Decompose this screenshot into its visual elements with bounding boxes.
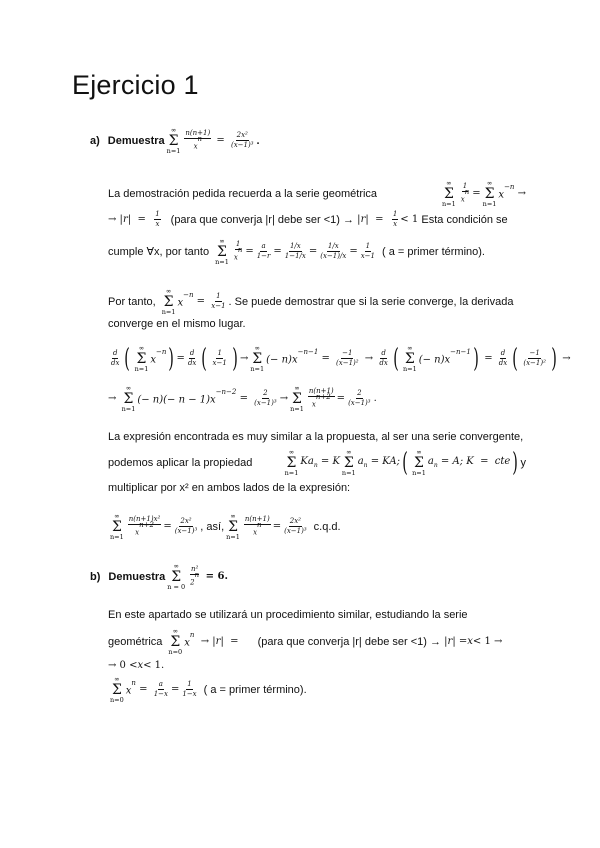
- part-a-heading-text: Demuestra: [107, 134, 165, 147]
- part-b-heading-text: Demuestra: [108, 570, 166, 583]
- part-a-heading: a) Demuestra ∞ Σ n=1 $\frac{n(n+1)}{x^n}$ = $\frac{\text{2x²}}{\text{(x−1)³}}$ .: [90, 126, 260, 155]
- fraction: $\frac{n(n+1)}{x^n}$: [185, 129, 211, 151]
- text: cumple ∀x, por tanto: [108, 246, 210, 258]
- text: Por tanto,: [108, 295, 156, 308]
- part-b-label: b): [90, 570, 101, 583]
- text: (para que converja |r| debe ser <1) →: [170, 213, 354, 226]
- text: geométrica: [108, 635, 163, 648]
- text: Esta condición se: [421, 213, 508, 226]
- text: , así,: [200, 520, 225, 533]
- text: podemos aplicar la propiedad: [108, 456, 253, 469]
- part-a-p3-line3: multiplicar por x² en ambos lados de la expresión:: [108, 482, 351, 494]
- part-a-p1-line1: [108, 180, 526, 207]
- text: La demostración pedida recuerda a la serie geométrica: [108, 187, 378, 200]
- part-b-p1-line1: En este apartado se utilizará un procedimiento similar, estudiando la serie: [108, 609, 468, 621]
- part-a-p2-line2: converge en el mismo lugar.: [108, 318, 246, 330]
- part-b-p1-line2: geométrica ∞ Σ n=0 $x^n$ → | r | = (para que converja |r| debe ser <1) → | r | = x < 1 →: [108, 627, 503, 656]
- derivative-equation-line1: $\frac{d}{dx}$ ( ∞ Σ n=1 $x^{-n}$ ) = $\frac{d}{dx}$ ( $\frac{1}{x-1}$ ) → ∞ Σ n=1 (− $n)x^{-n-1}$ = $\frac{-1}{\text{(x−1)²}}$ → $\frac{d}{dx}$ ( ∞ Σ n=1 (− $n)x^{-n-1}$ ) = $\frac{d}{dx}$ ( $\frac{-1}{\text{(x−1)²}}$ ) →: [111, 343, 571, 374]
- page-title: Ejercicio 1: [72, 70, 199, 100]
- text: . Se puede demostrar que si la serie converge, la derivada: [228, 295, 514, 308]
- part-a-p1-line3: cumple ∀x, por tanto ∞ Σ n=1 $\frac{1}{x^n}$ = $\frac{a}{1-r}$ = $\frac{1/x}{1-1/x}$ = $\frac{1/x}{(x-1)/x}$ = $\frac{1}{x-1}$ ( a = primer término).: [108, 237, 485, 266]
- text: ( a = primer término).: [381, 245, 485, 258]
- text: ( a = primer término).: [203, 683, 307, 696]
- text: c.q.d.: [313, 520, 341, 533]
- text: y: [520, 456, 526, 469]
- part-a-p3-line2: [108, 449, 526, 476]
- derivative-equation-line2: → ∞ Σ n=1 (− $n)(- n - 1)x^{-n-2}$ = $\frac{2}{\text{(x−1)³}}$ → ∞ Σ n=1 $\frac{n(n+1)}{x^{n+2}}$ = $\frac{2}{\text{(x−1)³}}$ .: [108, 384, 377, 413]
- part-a-p3-line1: La expresión encontrada es muy similar a la propuesta, al ser una serie convergente,: [108, 431, 524, 443]
- part-a-label: a): [90, 134, 100, 147]
- text: (para que converja |r| debe ser <1) →: [257, 635, 441, 648]
- sum-property-formula: ∞ Σ n=1 $Ka_n = K$ ∞ Σ n=1 $a_n$ = KA; ( ∞ Σ n=1 $a_n = A$; K = cte ) y: [284, 447, 526, 478]
- part-a-p2-line1: Por tanto, ∞ Σ n=1 $x^{-n}$ = $\frac{1}{x-1}$ . Se puede demostrar que si la serie converge, la derivada: [108, 287, 514, 316]
- sum-symbol: ∞ Σ n=1: [166, 126, 181, 155]
- part-a-p1-line2: → | r | = $\frac{1}{x}$ (para que converja |r| debe ser <1) → | r | = $\frac{1}{x}$ < 1 Esta condición se: [108, 210, 508, 228]
- part-b-p1-line4: ∞ Σ n=0 $x^n$ = $\frac{a}{1-x}$ = $\frac{1}{1-x}$ ( a = primer término).: [110, 675, 307, 704]
- fraction: $\frac{\text{2x²}}{\text{(x−1)³}}$: [230, 131, 254, 149]
- geometric-series-formula: ∞ Σ n=1 $\frac{1}{x^n}$ = ∞ Σ n=1 $x^{-n}$ →: [442, 179, 526, 208]
- part-b-heading: b) Demuestra ∞ Σ n = 0 $\frac{\text{n²}}{2^n}$ = 6.: [90, 562, 228, 591]
- part-a-result: ∞ Σ n=1 $\frac{\text{n(n+1)x²}}{x^{n+2}}$ = $\frac{\text{2x²}}{\text{(x−1)³}}$ , así, ∞ Σ n=1 $\frac{n(n+1)}{x^n}$ = $\frac{\text{2x²}}{\text{(x−1)³}}$ c.q.d.: [110, 512, 341, 541]
- part-b-p1-line3: → 0 < x < 1.: [108, 660, 165, 671]
